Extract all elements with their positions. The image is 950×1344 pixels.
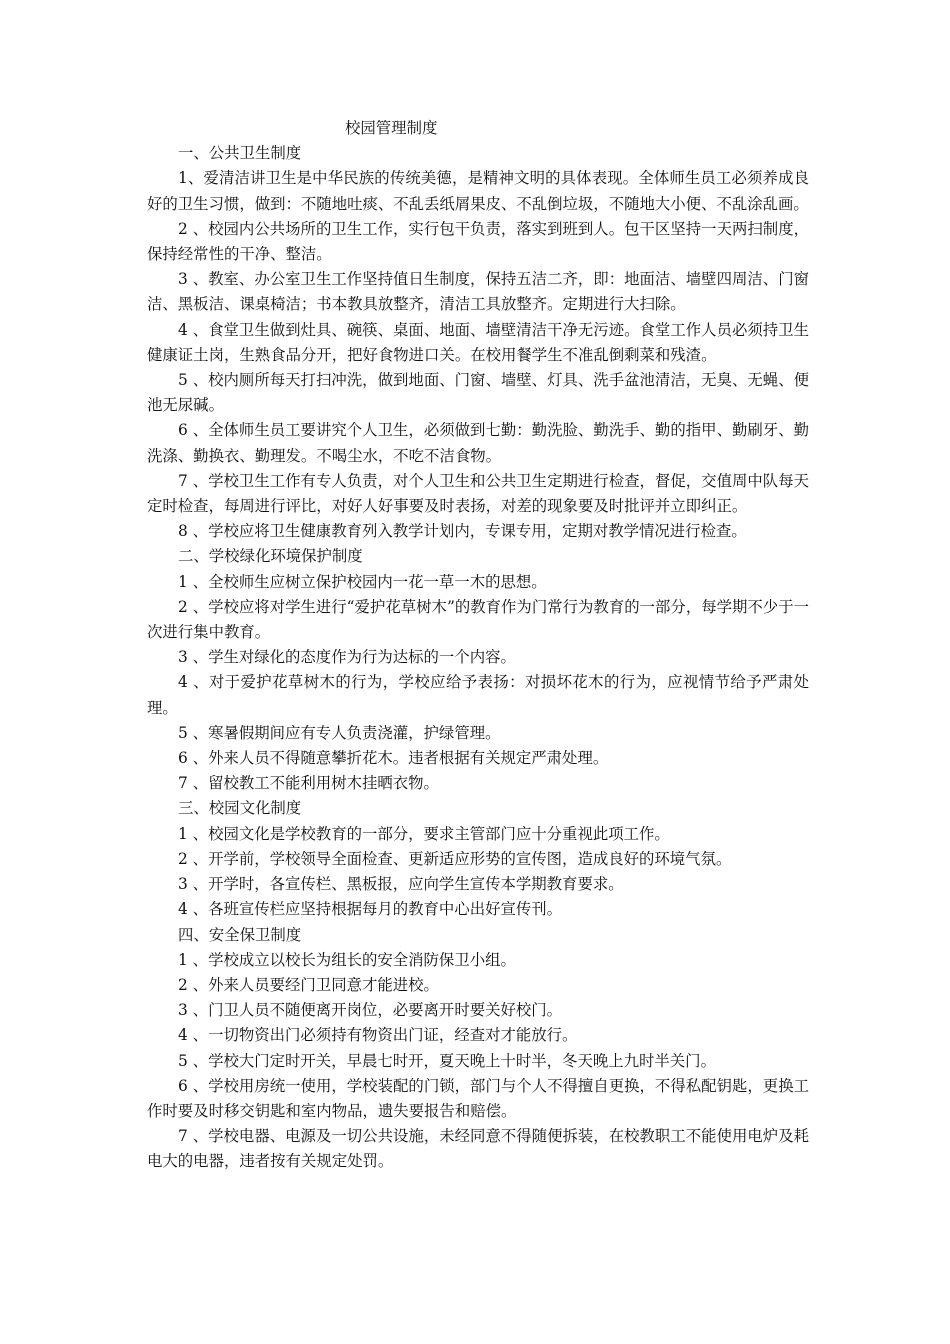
- paragraph: 3 、学生对绿化的态度作为行为达标的一个内容。: [178, 648, 516, 667]
- paragraph: 3 、教室、办公室卫生工作坚持值日生制度，保持五洁二齐，即：地面洁、墙壁四周洁、门窗洁、黑板洁、课桌椅洁；书本教具放整齐，清洁工具放整齐。定期进行大扫除。: [147, 270, 809, 314]
- paragraph: 6 、外来人员不得随意攀折花木。违者根据有关规定严肃处理。: [178, 749, 609, 768]
- section-heading-greening: 二、学校绿化环境保护制度: [178, 547, 363, 566]
- paragraph: 5 、寒暑假期间应有专人负责浇灌，护绿管理。: [178, 723, 501, 742]
- paragraph: 2 、开学前，学校领导全面检查、更新适应形势的宣传图，造成良好的环境气氛。: [178, 849, 732, 868]
- paragraph: 4 、一切物资出门必须持有物资出门证，经查对才能放行。: [178, 1026, 578, 1045]
- section-heading-culture: 三、校园文化制度: [178, 799, 302, 818]
- paragraph: 4 、对于爱护花草树木的行为，学校应给予表扬：对损坏花木的行为，应视情节给予严肃处理。: [147, 673, 809, 717]
- paragraph: 4 、各班宣传栏应坚持根据每月的教育中心出好宣传刊。: [178, 900, 563, 919]
- paragraph: 3 、开学时，各宣传栏、黑板报，应向学生宣传本学期教育要求。: [178, 875, 624, 894]
- section-heading-hygiene: 一、公共卫生制度: [178, 144, 302, 163]
- paragraph: 7 、留校教工不能利用树木挂晒衣物。: [178, 774, 439, 793]
- paragraph: 6 、全体师生员工要讲究个人卫生，必须做到七勤：勤洗脸、勤洗手、勤的指甲、勤刷牙、勤洗涤、勤换衣、勤理发。不喝尘水，不吃不洁食物。: [147, 421, 809, 465]
- paragraph: 8 、学校应将卫生健康教育列入教学计划内，专课专用，定期对教学情况进行检查。: [178, 522, 747, 541]
- section-heading-security: 四、安全保卫制度: [178, 925, 302, 944]
- document-page: [147, 116, 809, 1175]
- paragraph: 5 、学校大门定时开关，早晨七时开，夏天晚上十时半，冬天晚上九时半关门。: [178, 1051, 716, 1070]
- paragraph: 6 、学校用房统一使用，学校装配的门锁，部门与个人不得擅自更换，不得私配钥匙，更换工作时要及时移交钥匙和室内物品，遗失要报告和赔偿。: [147, 1076, 809, 1120]
- paragraph: 1 、学校成立以校长为组长的安全消防保卫小组。: [178, 950, 516, 969]
- paragraph: 2 、外来人员要经门卫同意才能进校。: [178, 975, 439, 994]
- paragraph: 5 、校内厕所每天打扫冲洗，做到地面、门窗、墙壁、灯具、洗手盆池清洁，无臭、无蝇、便池无尿碱。: [147, 371, 809, 415]
- paragraph: 3 、门卫人员不随便离开岗位，必要离开时要关好校门。: [178, 1001, 563, 1020]
- paragraph: 1、爱清洁讲卫生是中华民族的传统美德，是精神文明的具体表现。全体师生员工必须养成良好的卫生习惯，做到：不随地吐痰、不乱丢纸屑果皮、不乱倒垃圾，不随地大小便、不乱涂乱画。: [147, 169, 809, 213]
- paragraph: 1 、全校师生应树立保护校园内一花一草一木的思想。: [178, 572, 547, 591]
- paragraph: 2 、学校应将对学生进行“爱护花草树木”的教育作为门常行为教育的一部分，每学期不少于一次进行集中教育。: [147, 597, 809, 642]
- paragraph: 7 、学校卫生工作有专人负责，对个人卫生和公共卫生定期进行检查，督促，交值周中队每天定时检查，每周进行评比，对好人好事要及时表扬，对差的现象要及时批评并立即纠正。: [147, 471, 809, 516]
- paragraph: 7 、学校电器、电源及一切公共设施，未经同意不得随便拆装，在校教职工不能使用电炉及耗电大的电器，违者按有关规定处罚。: [147, 1127, 809, 1171]
- document-title: 校园管理制度: [345, 119, 438, 137]
- paragraph: 1 、校园文化是学校教育的一部分，要求主管部门应十分重视此项工作。: [178, 824, 670, 843]
- paragraph: 4 、食堂卫生做到灶具、碗筷、桌面、地面、墙壁清洁干净无污迹。食堂工作人员必须持卫生健康证土岗，生熟食品分开，把好食物进口关。在校用餐学生不准乱倒剩菜和残渣。: [147, 320, 809, 364]
- paragraph: 2 、校园内公共场所的卫生工作，实行包干负责，落实到班到人。包干区坚持一天两扫制度，保持经常性的干净、整洁。: [147, 219, 809, 264]
